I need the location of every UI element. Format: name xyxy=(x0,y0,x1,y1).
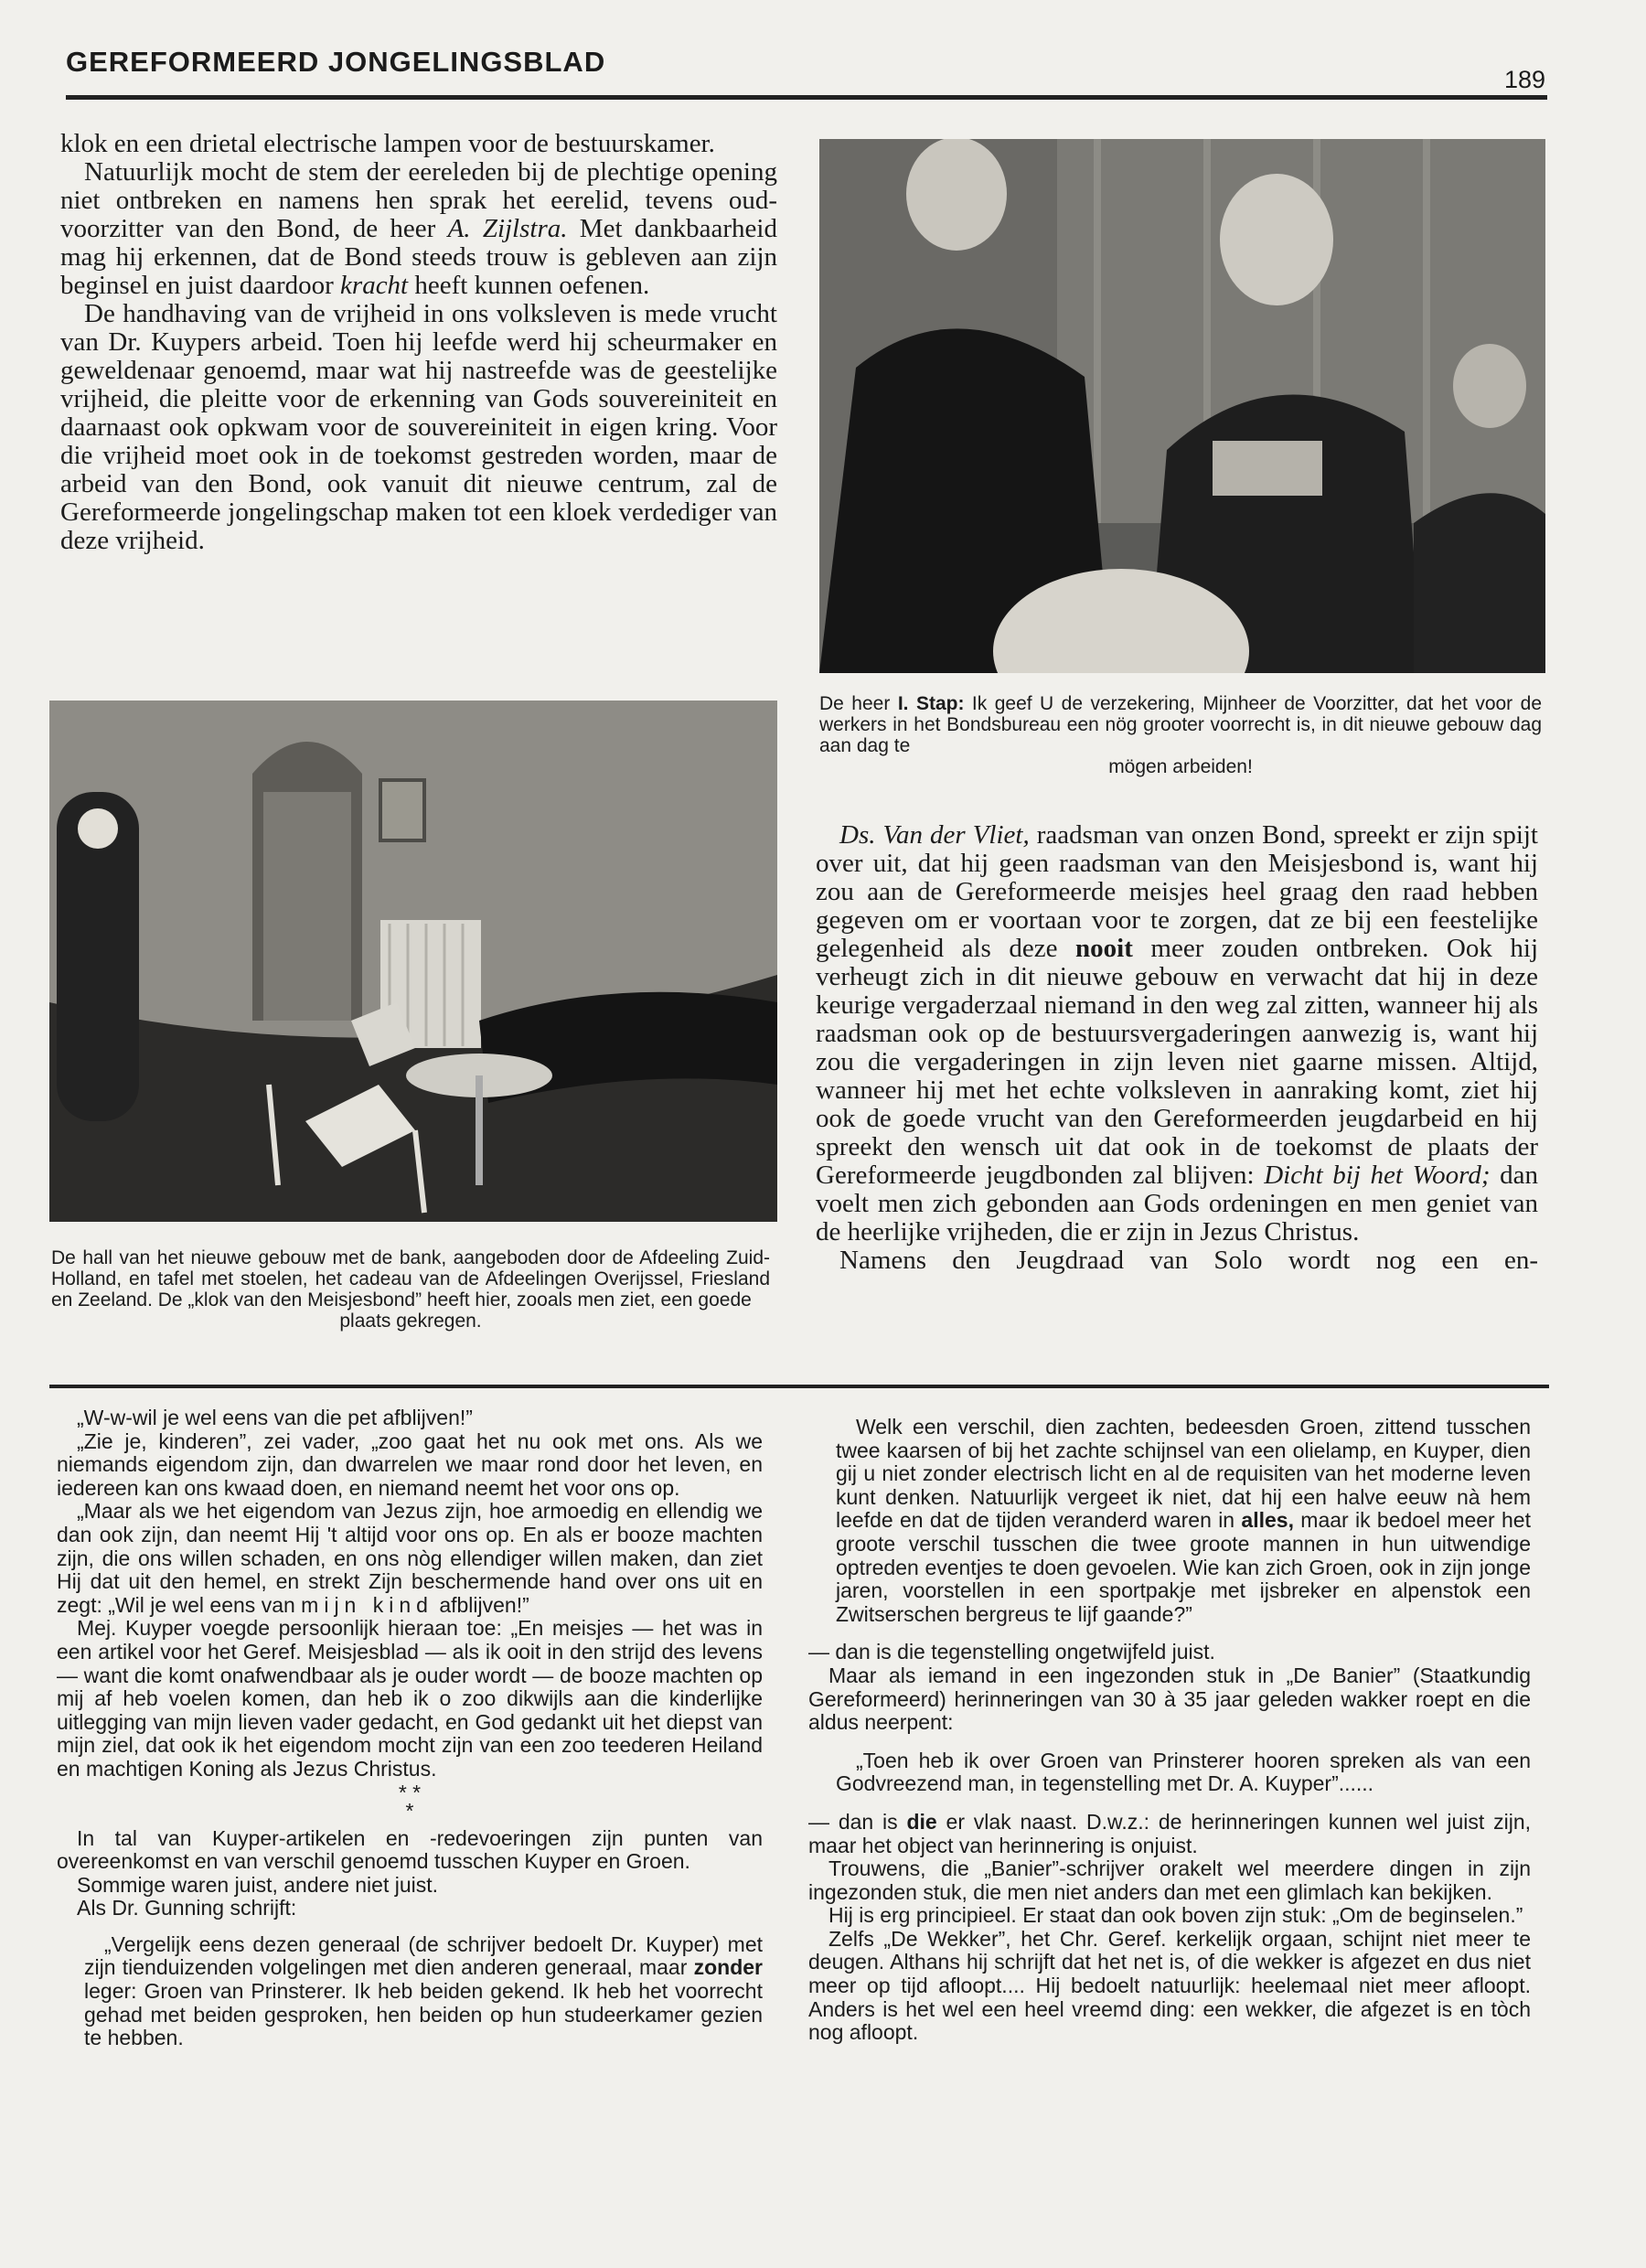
paragraph: Namens den Jeugdraad van Solo wordt nog een en- xyxy=(839,1246,1538,1275)
emphasis: mijn kind xyxy=(301,1592,433,1617)
paragraph: Maar als iemand in een ingezonden stuk in „De Banier” (Staatkundig Gereformeerd) herinneringen van 30 à 35 jaar geleden wakker roept en die aldus neerpent: xyxy=(808,1663,1531,1735)
caption-top-photo xyxy=(819,693,1542,777)
caption-text: De hall van het nieuwe gebouw met de bank, aangeboden door de Afdeeling Zuid-Holland, en tafel met stoelen, het cadeau van de Afdeelingen Overijssel, Friesland en Zeeland. De „klok van den Meisjesbond” heeft hier, zooals men ziet, een goede xyxy=(51,1247,770,1311)
paragraph: Sommige waren juist, andere niet juist. xyxy=(77,1872,439,1897)
caption-text: mögen arbeiden! xyxy=(1108,756,1253,777)
section-stars: * * * xyxy=(398,1780,422,1823)
quote: Welk een verschil, dien zachten, bedeesden Groen, zittend tusschen twee kaarsen of bij het zachte schijnsel van een olielamp, en Kuyper, dien gij u niet zonder electrisch licht en al de requisiten van het moderne leven kunt denken. Natuurlijk vergeet ik niet, dat hij een halve eeuw nà hem leefde en dat de tijden veranderd waren in alles, maar ik bedoel meer het groote verschil tusschen die twee groote mannen in hun uitwendige optreden eventjes te doen gevoelen. Wie kan zich Groen, ook in zijn jonge jaren, voorstellen in een sportpakje met ijsbreker en alpenstok een Zwitserschen bergreus te lijf gaande?” xyxy=(836,1415,1531,1626)
caption-text: De heer I. Stap: Ik geef U de verzekering, Mijnheer de Voorzitter, dat het voor de werkers in het Bondsbureau een nög grooter voorrecht is, in dit nieuwe gebouw dag aan dag te xyxy=(819,693,1543,756)
caption-hall-photo xyxy=(51,1247,770,1332)
quote: „Toen heb ik over Groen van Prinsterer hooren spreken als van een Godvreezend man, in tegenstelling met Dr. A. Kuyper”...... xyxy=(836,1748,1531,1796)
emphasis: kracht xyxy=(340,271,409,300)
paragraph: Ds. Van der Vliet, raadsman van onzen Bond, spreekt er zijn spijt over uit, dat hij geen raadsman van den Meisjesbond is, want hij zou aan de Gereformeerde meisjes heel graag den raad hebben gegeven om er voortaan voor te zorgen, dat ze bij een feestelijke gelegenheid als deze nooit meer zouden ontbreken. Ook hij verheugt zich in dit nieuwe gebouw en verwacht dat hij in deze keurige vergaderzaal niemand in den weg zal zitten, wanneer hij als raadsman ook op de bestuursvergaderingen aanwezig is, want hij zou die vergaderingen in zijn leven niet gaarne missen. Altijd, wanneer hij met het echte volksleven in aanraking komt, ziet hij ook de goede vrucht van den Gereformeerden jeugdarbeid en hij spreekt den wensch uit dat ook in de toekomst de plaats der Gereformeerde jeugdbonden zal blijven: Dicht bij het Woord; dan voelt men zich gebonden aan Gods ordeningen en men geniet van de heerlijke vrijheden, die er zijn in Jezus Christus. xyxy=(816,820,1538,1246)
page-number: 189 xyxy=(1504,66,1546,93)
quote: „Vergelijk eens dezen generaal (de schrijver bedoelt Dr. Kuyper) met zijn tienduizenden volgelingen met dien anderen generaal, maar zonder leger: Groen van Prinsterer. Ik heb beiden gekend. Ik heb het voorrecht gehad met beiden gesproken, hen beiden op hun studeerkamer gezien te hebben. xyxy=(84,1931,763,2050)
person-name: I. Stap: xyxy=(897,693,965,714)
emphasis: alles, xyxy=(1241,1508,1294,1533)
photo-presentation xyxy=(819,139,1545,673)
photo-hall xyxy=(49,701,777,1222)
paragraph: „Zie je, kinderen”, zei vader, „zoo gaat het nu ook met ons. Als we niemands eigendom zijn, dan dwarrelen we maar rond door het leven, en iedereen kan ons kwaad doen, en niemand neemt het voor ons op. xyxy=(57,1428,763,1500)
emphasis: die xyxy=(906,1809,937,1834)
paragraph: „W-w-wil je wel eens van die pet afblijven!” xyxy=(77,1406,473,1429)
paragraph: „Maar als we het eigendom van Jezus zijn, hoe armoedig en ellendig we dan ook zijn, dan neemt Hij 't altijd voor ons op. En als er booze machten zijn, die ons willen schaden, en ons nòg ellendiger willen maken, dan ziet Hij dat uit den hemel, en strekt Zijn beschermende hand over ons uit en zegt: „Wil je wel eens van mijn kind afblijven!” xyxy=(57,1499,763,1617)
paragraph: Hij is erg principieel. Er staat dan ook boven zijn stuk: „Om de beginselen.” xyxy=(828,1903,1523,1928)
paragraph: De handhaving van de vrijheid in ons volksleven is mede vrucht van Dr. Kuypers arbeid. Toen hij leefde werd hij scheurmaker en geweldenaar genoemd, maar wat hij nastreefde was de geestelijke vrijheid, die pleitte voor de erkenning van Gods souvereiniteit en daarnaast ook opkwam voor de souvereiniteit in eigen kring. Voor die vrijheid moet ook in de toekomst gestreden worden, maar de arbeid van den Bond, ook vanuit dit nieuwe centrum, zal de Gereformeerde jongelingschap maken tot een kloek verdediger van deze vrijheid. xyxy=(60,299,777,555)
paragraph: Trouwens, die „Banier”-schrijver orakelt wel meerdere dingen in zijn ingezonden stuk, die men niet anders dan met een glimlach kan bekijken. xyxy=(808,1856,1531,1904)
column-right-bottom xyxy=(808,1416,1531,2045)
journal-title: GEREFORMEERD JONGELINGSBLAD xyxy=(66,46,606,78)
paragraph: Zelfs „De Wekker”, het Chr. Geref. kerkelijk orgaan, schijnt niet meer te deugen. Althans hij schrijft dat het net is, of die wekker is afgezet en dus niet meer op tijd afloopt.... Hij bedoelt natuurlijk: heelemaal niet meer afloopt. Anders is het wel een heel vreemd ding: een wekker, die afgezet is en tòch nog afloopt. xyxy=(808,1926,1531,2045)
column-right-top xyxy=(816,821,1538,1275)
header-rule xyxy=(66,95,1547,100)
emphasis: zonder xyxy=(693,1955,763,1980)
paragraph: Als Dr. Gunning schrijft: xyxy=(77,1896,297,1920)
paragraph: Natuurlijk mocht de stem der eereleden bij de plechtige opening niet ontbreken en namens hen sprak het eerelid, tevens oud-voorzitter van den Bond, de heer A. Zijlstra. Met dankbaarheid mag hij erkennen, dat de Bond steeds trouw is gebleven aan zijn beginsel en juist daardoor kracht heeft kunnen oefenen. xyxy=(60,157,777,300)
motto: Dicht bij het Woord; xyxy=(1264,1161,1491,1190)
person-name: Ds. Van der Vliet, xyxy=(839,820,1030,850)
caption-text: plaats gekregen. xyxy=(339,1311,482,1332)
paragraph: klok en een drietal electrische lampen voor de bestuurskamer. xyxy=(60,129,715,158)
column-left-top xyxy=(60,130,777,555)
paragraph: — dan is die tegenstelling ongetwijfeld juist. xyxy=(808,1640,1215,1664)
section-rule xyxy=(49,1385,1549,1388)
column-left-bottom xyxy=(57,1407,763,2050)
emphasis: nooit xyxy=(1075,934,1133,963)
paragraph: In tal van Kuyper-artikelen en -redevoeringen zijn punten van overeenkomst en van verschil genoemd tusschen Kuyper en Groen. xyxy=(57,1825,763,1874)
paragraph: — dan is die er vlak naast. D.w.z.: de herinneringen kunnen wel juist zijn, maar het object van herinnering is onjuist. xyxy=(808,1809,1532,1857)
person-name: A. Zijlstra. xyxy=(447,214,568,243)
paragraph: Mej. Kuyper voegde persoonlijk hieraan toe: „En meisjes — het was in een artikel voor het Geref. Meisjesblad — als ik ooit in den strijd des levens — want die komt onafwendbaar als je ouder wordt — de booze machten op mij af heb voelen komen, dan heb ik o zoo dikwijls aan die kinderlijke uitlegging van mijn lieven vader gedacht, en God gedankt uit het diepst van mijn ziel, dat ook ik het eigendom mocht zijn van een zoo teederen Heiland en machtigen Koning als Jezus Christus. xyxy=(57,1616,763,1781)
